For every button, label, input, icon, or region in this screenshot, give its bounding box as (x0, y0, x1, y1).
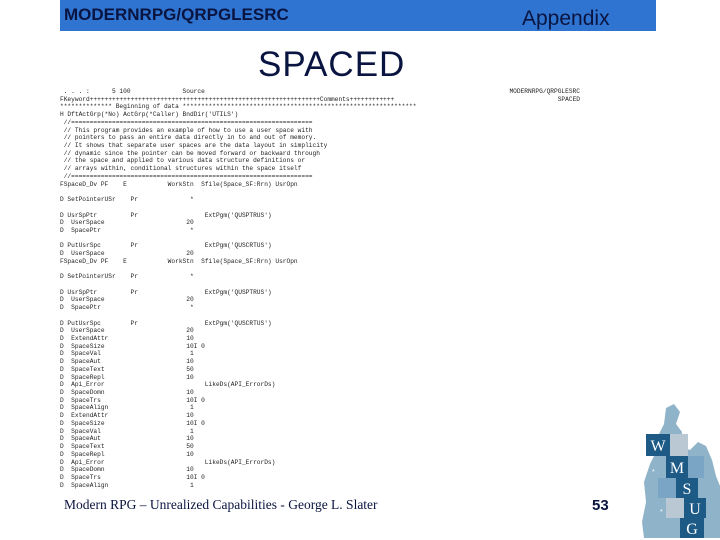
code-line (60, 204, 600, 212)
code-line: FKeyword++++++++++++++++++++++++++++++++++++++++++++++++++++++++++++++Comments++++++++++++ (60, 95, 395, 103)
code-line: D UserSpace 20 (60, 250, 194, 258)
code-line: FSpaceD_Dv PF E WorkStn Sfile(Space_SF:Rrn) UsrOpn (60, 180, 298, 188)
code-line: D SpaceSize 10I 0 (60, 419, 205, 427)
code-line: D SpaceAut 10 (60, 435, 194, 443)
code-line: // pointers to pass an entire data directly in to and out of memory. (60, 134, 317, 142)
code-line: D SpaceText 50 (60, 443, 194, 451)
code-line (60, 235, 600, 243)
footer-text: Modern RPG – Unrealized Capabilities - George L. Slater (64, 497, 378, 512)
logo-letter-m: M (669, 460, 685, 477)
code-line: FSpaceD_Dv PF E WorkStn Sfile(Space_SF:Rrn) UsrOpn (60, 257, 298, 265)
source-file-name: MODERNRPG/QRPGLESRC (509, 88, 580, 95)
code-line (60, 281, 600, 289)
code-line: D SetPointerUSr Pr * (60, 273, 194, 281)
code-line: //================================================================= (60, 172, 313, 180)
code-line (60, 312, 600, 320)
code-line: // This program provides an example of how to use a user space with (60, 126, 313, 134)
code-line: // the space and applied to various data structure definitions or (60, 157, 306, 165)
code-line: // arrays within, conditional structures within the space itself (60, 165, 302, 173)
code-line: D SpaceDomn 10 (60, 466, 194, 474)
source-member-tag (509, 88, 580, 103)
logo-letter-u: U (689, 501, 701, 518)
header-section-label: Appendix (522, 7, 610, 30)
slide-title: SPACED (258, 45, 406, 84)
code-line: D PutUsrSpc Pr ExtPgm('QUSCRTUS') (60, 242, 272, 250)
code-line: H DftActGrp(*No) ActGrp(*Caller) BndDir('UTILS') (60, 111, 239, 119)
logo-letter-g: G (686, 521, 698, 538)
code-line: D SpaceTrs 10I 0 (60, 473, 205, 481)
code-line: D UserSpace 20 (60, 296, 194, 304)
logo-letter-s: S (682, 481, 692, 498)
svg-text:*: * (652, 469, 655, 476)
code-line: D SpacePtr * (60, 304, 194, 312)
code-line: D SpaceSize 10I 0 (60, 342, 205, 350)
code-line: D SpaceVal 1 (60, 427, 194, 435)
code-line: D ExtendAttr 10 (60, 412, 194, 420)
source-member-name: SPACED (557, 95, 580, 103)
code-line: D SpaceAlign 1 (60, 481, 194, 489)
code-line: //================================================================= (60, 118, 313, 126)
code-line: D Api_Error LikeDs(API_ErrorDs) (60, 458, 276, 466)
header-source-path: MODERNRPG/QRPGLESRC (64, 5, 289, 24)
code-line (60, 188, 600, 196)
code-line: // It shows that separate user spaces are the data layout in simplicity (60, 142, 328, 150)
code-line: D SpaceVal 1 (60, 350, 194, 358)
code-line: . . . : 5 100 Source (60, 88, 205, 95)
wmsug-logo (636, 402, 720, 538)
code-line: D SpaceTrs 10I 0 (60, 396, 205, 404)
code-line: D ExtendAttr 10 (60, 335, 194, 342)
code-line: D SpaceRepl 10 (60, 373, 194, 381)
svg-text:*: * (660, 509, 663, 516)
code-line: D UsrSpPtr Pr ExtPgm('QUSPTRUS') (60, 211, 272, 219)
code-line: D SpacePtr * (60, 226, 194, 234)
code-line: D SpaceAut 10 (60, 358, 194, 366)
code-line: D SpaceAlign 1 (60, 404, 194, 412)
code-line (60, 266, 600, 274)
code-line: D SpaceRepl 10 (60, 450, 194, 458)
code-line: D PutUsrSpc Pr ExtPgm('QUSCRTUS') (60, 319, 272, 327)
code-line: D UserSpace 20 (60, 219, 194, 227)
code-line: // dynamic since the pointer can be moved forward or backward through (60, 149, 320, 157)
page-number: 53 (592, 497, 609, 514)
code-line: D SpaceDomn 10 (60, 389, 194, 397)
code-line: D UsrSpPtr Pr ExtPgm('QUSPTRUS') (60, 288, 272, 296)
code-line: ************** Beginning of data *************************************************************** (60, 103, 417, 111)
logo-letter-w: W (650, 438, 666, 455)
source-code-listing (60, 88, 600, 489)
code-line: D SpaceText 50 (60, 365, 194, 373)
code-line: D Api_Error LikeDs(API_ErrorDs) (60, 381, 276, 389)
code-line: D UserSpace 20 (60, 327, 194, 335)
code-line: D SetPointerUSr Pr * (60, 196, 194, 204)
